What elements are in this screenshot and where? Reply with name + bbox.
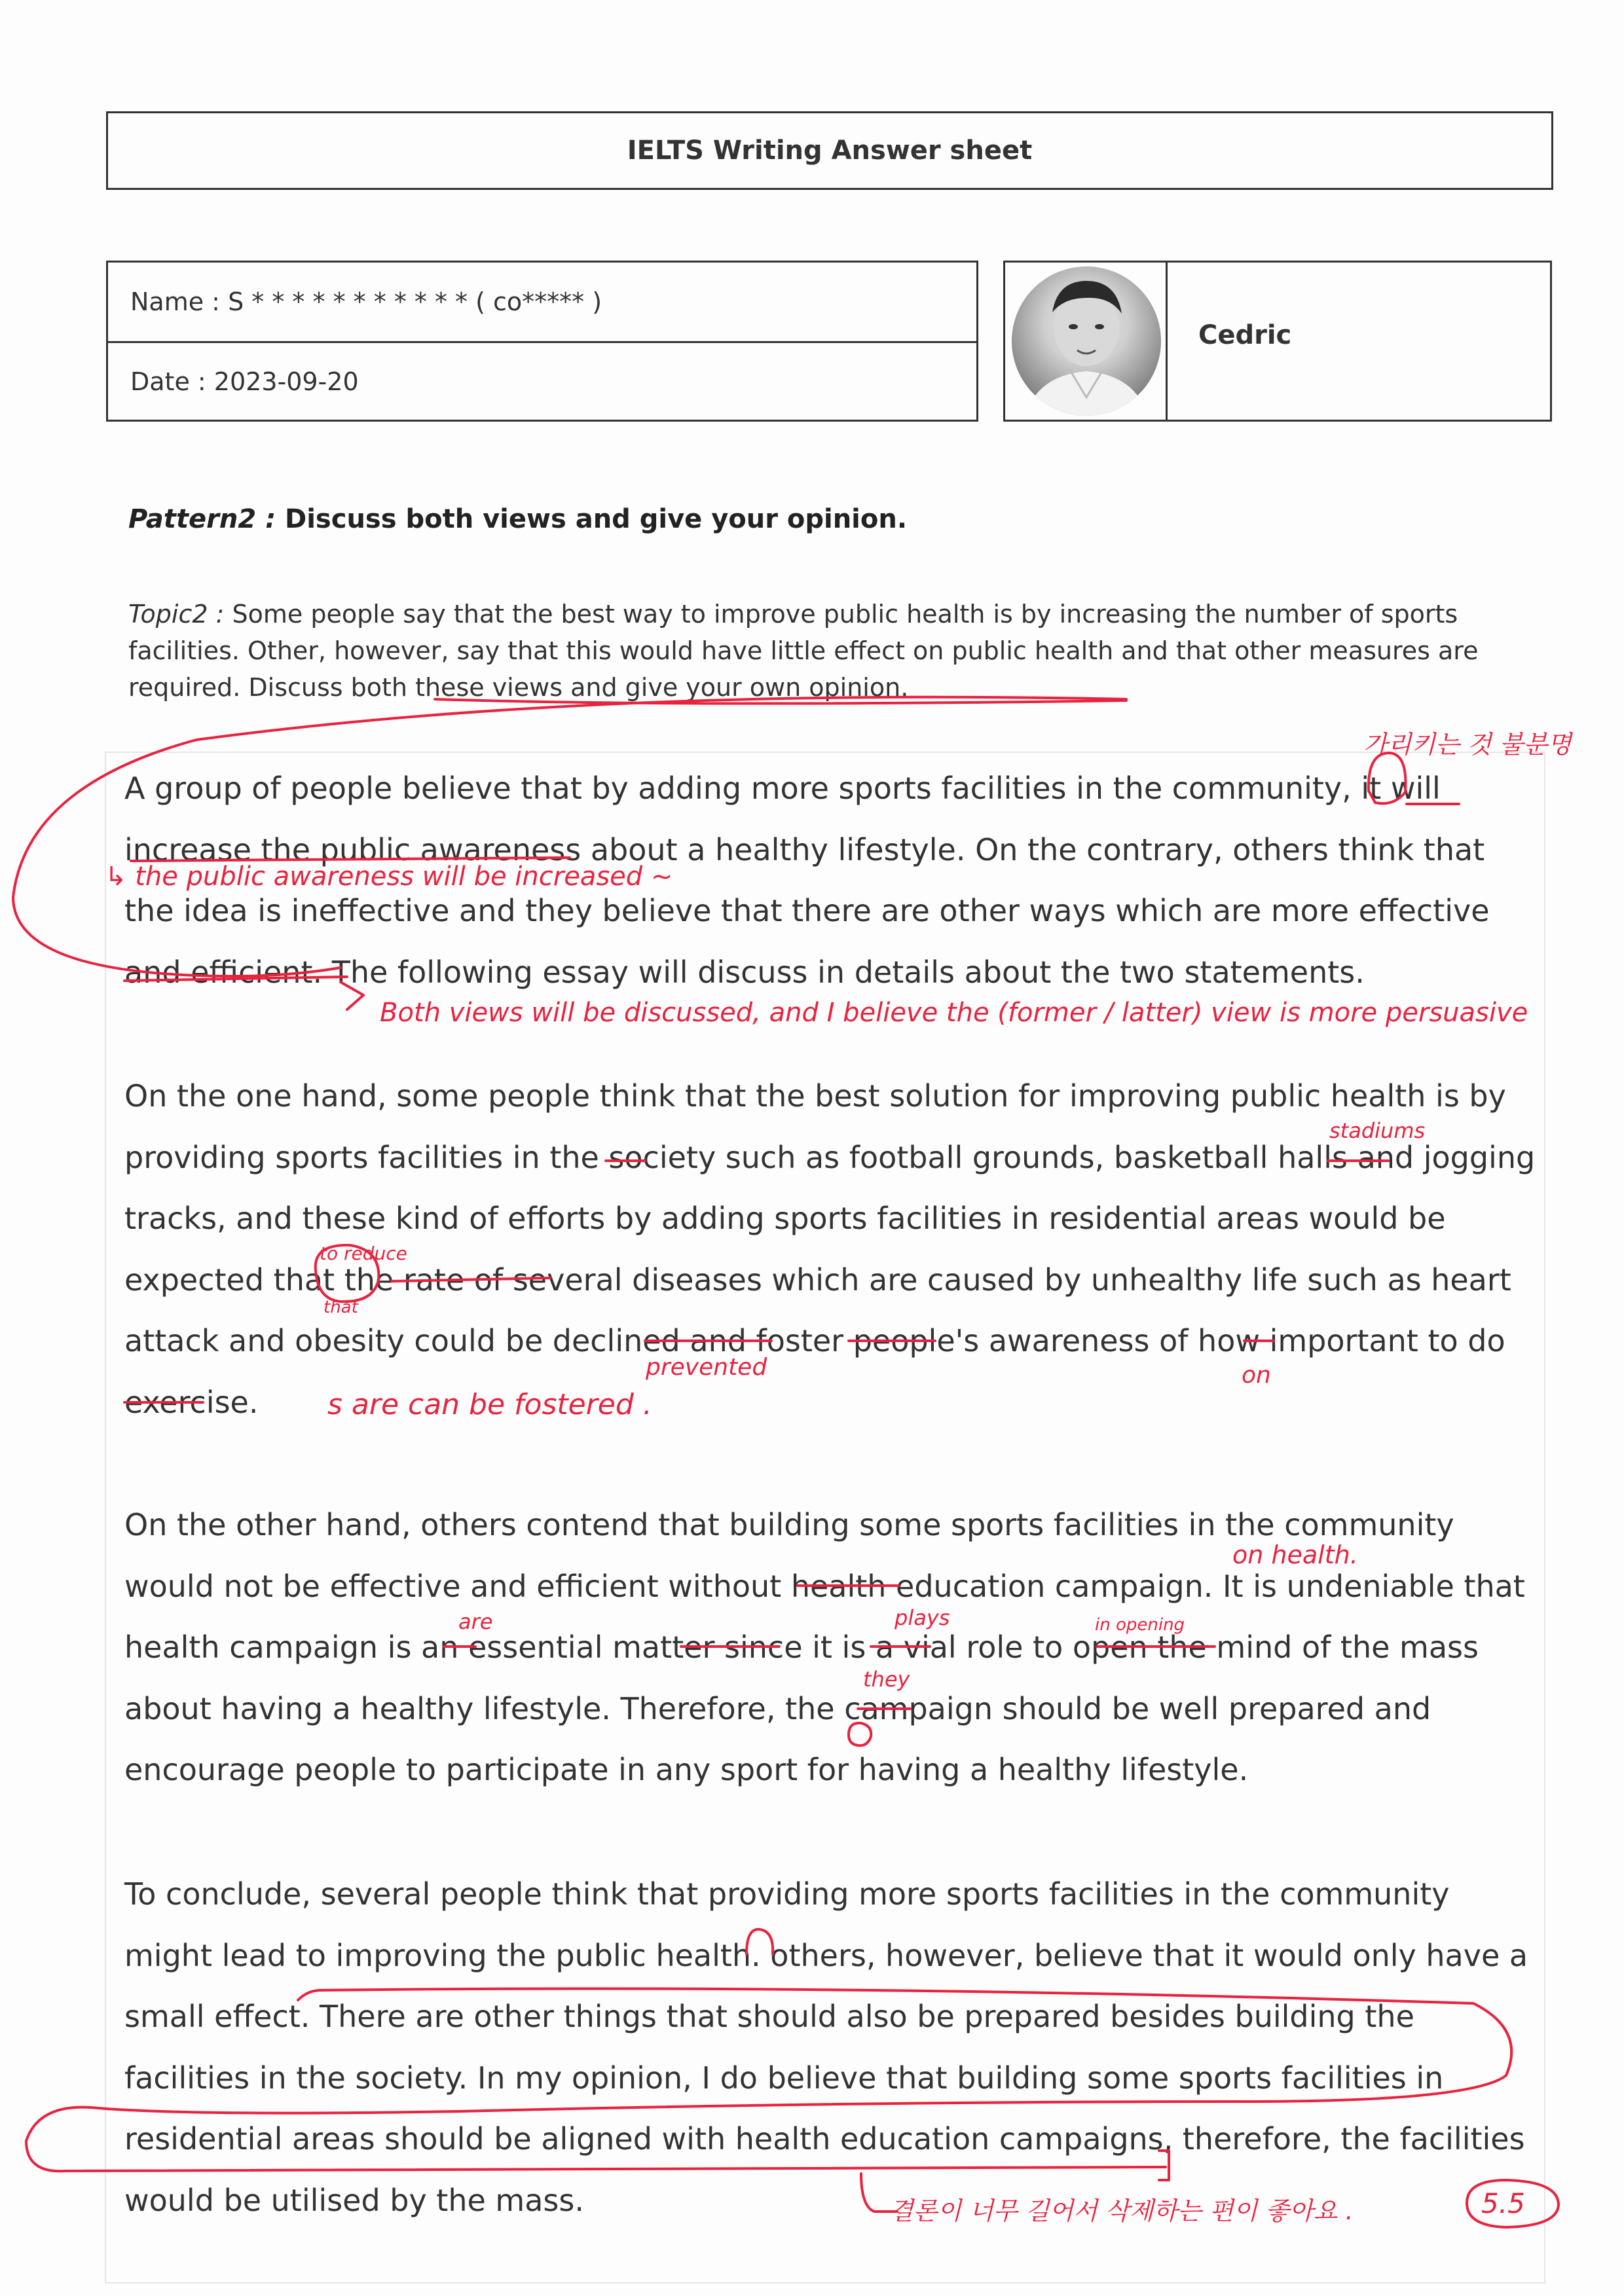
correction-plays: plays (895, 1605, 950, 1630)
korean-note-conclusion-too-long: 결론이 너무 길어서 삭제하는 편이 좋아요 . (889, 2196, 1354, 2225)
strike-public-awareness (131, 858, 570, 861)
title-text: IELTS Writing Answer sheet (627, 136, 1033, 166)
rewrite-both-views-discussed: Both views will be discussed, and I believe the (former / latter) view is more persuasive (380, 998, 1528, 1028)
date-text: Date : 2023-09-20 (130, 367, 359, 396)
essay-paragraph-intro: A group of people believe that by adding more sports facilities in the community, it will increase the public awareness about a healthy lifestyle. On the contrary, others think that the idea is ineffective and they believe that there are other ways which are more effective and efficient. The following essay will discuss in details about the two statements. (124, 771, 1490, 990)
insert-caret-both-views (341, 982, 363, 1010)
circle-others-mark (747, 1929, 773, 1954)
essay-paragraph-conclusion: To conclude, several people think that providing more sports facilities in the community might lead to improving the public health. others, however, believe that it would only have a small effect. There are other things that should also be prepared besides building the facilities in the society. In my opinion, I do believe that building some sports facilities in residential areas should be aligned with health education campaigns, therefore, the facilities would be utilised by the mass. (124, 1876, 1528, 2218)
bracket-loop-conclusion (26, 1989, 1511, 2172)
correction-are-fostered: s are can be fostered . (327, 1388, 652, 1421)
correction-stadiums: stadiums (1329, 1118, 1426, 1143)
strike-the-rate-of (392, 1278, 550, 1281)
bracket-close-mark (1159, 2151, 1169, 2180)
name-text: Name : S * * * * * * * * * * * ( co***** ) (130, 287, 602, 316)
pattern-label: Pattern2 : (128, 504, 276, 534)
correction-that: that (323, 1298, 358, 1317)
rewrite-awareness-increased: ↳ the public awareness will be increased ~ (105, 862, 673, 892)
score-band: 5.5 (1481, 2187, 1525, 2219)
correction-on-health: on health. (1232, 1540, 1358, 1569)
correction-prevented: prevented (646, 1354, 767, 1381)
korean-note-unclear-reference: 가리키는 것 불분명 (1363, 730, 1572, 759)
circle-it-mark (1369, 753, 1406, 803)
correction-to-reduce: to reduce (320, 1243, 407, 1264)
correction-they: they (863, 1667, 910, 1692)
correction-on: on (1242, 1362, 1271, 1389)
correction-in-opening: in opening (1095, 1615, 1185, 1635)
essay-paragraph-body-2: On the other hand, others contend that building some sports facilities in the community would not be effective and efficient without health education campaign. It is undeniable that health campaign is an essential matter since it is a vial role to open the mind of the mass about having a healthy lifestyle. Therefore, the campaign should be well prepared and encourage people to participate in any sport for having a healthy lifestyle. (124, 1507, 1525, 1787)
essay-paragraph-body-1: On the one hand, some people think that the best solution for improving public health is by providing sports facilities in the society such as football grounds, basketball halls and jogging tracks, and these kind of efforts by adding sports facilities in residential areas would be expected that the rate of several diseases which are caused by unhealthy life such as heart attack and obesity could be declined and foster people's awareness of how important to do exercise. (124, 1078, 1536, 1420)
correction-are: are (458, 1609, 493, 1634)
pattern-text: Discuss both views and give your opinion. (276, 504, 908, 534)
topic-text: Some people say that the best way to improve public health is by increasing the number of sports facilities. Other, however, say that this would have little effect on public health and that other measures are required. Discuss both these views and give your own opinion. (128, 600, 1479, 702)
bracket-loop-intro (13, 697, 1126, 976)
circle-small-mark (849, 1723, 871, 1745)
topic-label: Topic2 : (128, 600, 225, 629)
teacher-name: Cedric (1198, 320, 1292, 350)
